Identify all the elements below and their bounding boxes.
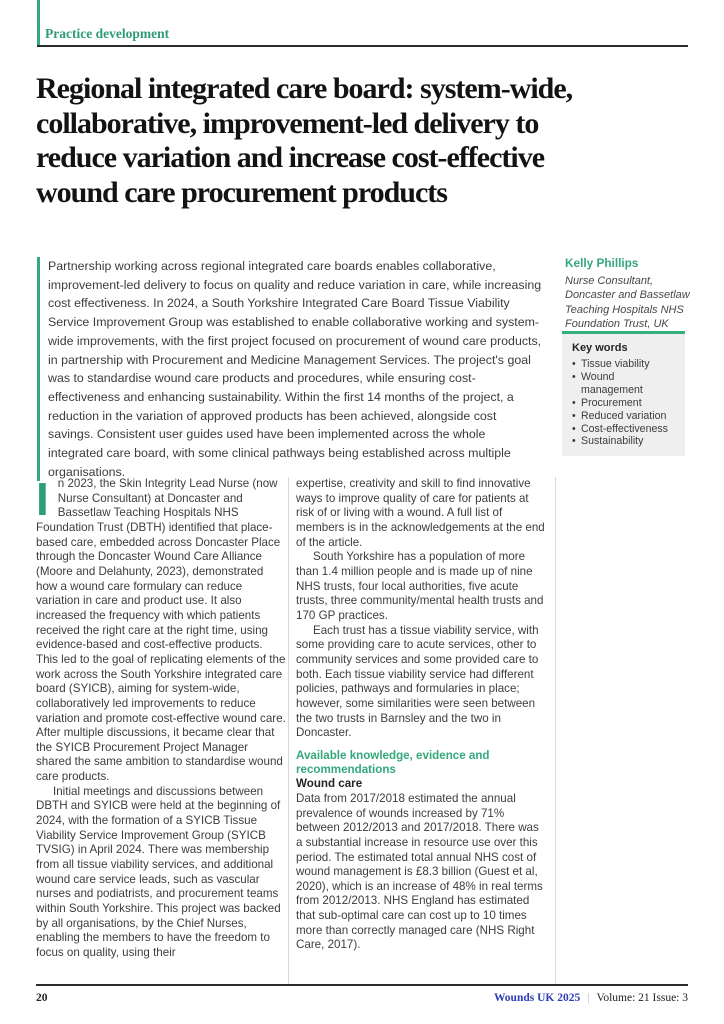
column-divider [555,477,556,984]
keywords-list [572,358,677,448]
accent-vertical-rule [37,0,40,46]
body-paragraph: Each trust has a tissue viability service, with some providing care to acute services, other to community services and some provided care to both. Each tissue viability service had different policies, pathways and formularies in place; however, some similarities were seen between the two trusts in Barnsley and the two in Doncaster. [296,623,539,740]
body-paragraph [36,473,286,785]
footer-separator: | [587,992,590,1004]
journal-name: Wounds UK 2025 [493,992,581,1004]
keyword-item: • Procurement [572,397,677,410]
keyword-item: • Wound management [572,371,677,397]
article-title-line: Regional integrated care board: system-wide, [36,72,573,105]
keyword-item: • Sustainability [572,435,677,448]
keywords-heading: Key words [572,342,628,354]
header-rule [37,45,688,47]
body-paragraph: Initial meetings and discussions between DBTH and SYICB were held at the beginning of 2024, with the formation of a SYICB Tissue Viability Service Improvement Group (SYICB TVSIG) in April 2024. There was membership from all tissue viability services, and additional wound care service leads, such as vascular nurses and podiatrists, and procurement teams within South Yorkshire. This project was backed by all organisations, by the Chief Nurses, enabling the members to have the freedom to focus on quality, using their [36,784,281,959]
author-name: Kelly Phillips [565,256,639,270]
paragraph-text: n 2023, the Skin Integrity Lead Nurse (now Nurse Consultant) at Doncaster and Bassetlaw Teaching Hospitals NHS Foundation Trust (DBTH) identified that place-based care, embedded across Doncaster Place through the Doncaster Wound Care Alliance (Moore and Delahunty, 2023), demonstrated how a wound care formulary can reduce variation in care and product use. It also increased the frequency with which patients received the right care at the right time, using evidence-based and cost-effective products. This led to the goal of replicating elements of the work across the South Yorkshire integrated care board (SYICB), aiming for system-wide, collaboratively led improvements to reduce variation and promote cost-effective wound care. After multiple discussions, it became clear that the SYICB Procurement Project Manager shared the same ambition to standardise wound care products. [36,477,286,784]
body-paragraph: expertise, creativity and skill to find innovative ways to improve quality of care for patients at risk of or living with a wound. A full list of members is in the acknowledgements at the end of the article. [296,477,545,549]
keyword-item: • Tissue viability [572,358,677,371]
subsection-heading: Wound care [296,777,363,791]
article-title [36,72,572,210]
abstract: Partnership working across regional integrated care boards enables collaborative, improvement-led delivery to focus on quality and reduce variation in care, while increasing cost effectiveness. In 2024, a South Yorkshire Integrated Care Board Tissue Viability Service Improvement Group was established to enable collaborative working and system-wide improvements, with the first project focused on procurement of wound care products, in partnership with Procurement and Medicine Management Services. The project's goal was to standardise wound care products and procedures, while ensuring cost-effectiveness and enhancing sustainability. Within the first 14 months of the project, a reduction in the variation of approved products has been achieved, alongside cost savings. Consistent user guides used have been implemented across the whole integrated care board, with some clinical pathways being established across multiple organisations. [37,257,542,481]
dropcap-letter: I [36,473,49,525]
keywords-box [562,331,685,456]
body-column-1 [36,473,286,961]
body-column-2 [296,477,545,953]
keyword-item: • Cost-effectiveness [572,423,677,436]
body-paragraph: Data from 2017/2018 estimated the annual prevalence of wounds increased by 71% between 2012/2013 and 2017/2018. There was a substantial increase in resource use over this period. The estimated total annual NHS cost of wound management is £8.3 billion (Guest et al, 2020), which is an increase of 48% in real terms from 2012/2013. NHS England has estimated that sub-optimal care can cost up to 10 times more than correctly managed care (NHS Right Care, 2017). [296,791,543,952]
column-divider [288,477,289,984]
article-title-line: reduce variation and increase cost-effective [36,141,545,174]
article-title-line: collaborative, improvement-led delivery to [36,106,539,140]
volume-info: Volume: 21 Issue: 3 [596,992,688,1004]
section-label: Practice development [45,26,170,41]
body-paragraph: South Yorkshire has a population of more than 1.4 million people and is made up of nine NHS trusts, four local authorities, five acute trusts, three community/mental health trusts and 170 GP practices. [296,550,544,622]
author-affiliation: Nurse Consultant, Doncaster and Bassetlaw Teaching Hospitals NHS Foundation Trust, UK [565,275,690,331]
author-block [565,256,695,332]
footer-rule [36,984,688,986]
keyword-item: • Reduced variation [572,410,677,423]
page-number: 20 [36,992,48,1004]
article-title-line: wound care procurement products [36,175,447,209]
footer-journal-info [494,992,688,1004]
section-heading: Available knowledge, evidence and recommendations [296,748,490,777]
